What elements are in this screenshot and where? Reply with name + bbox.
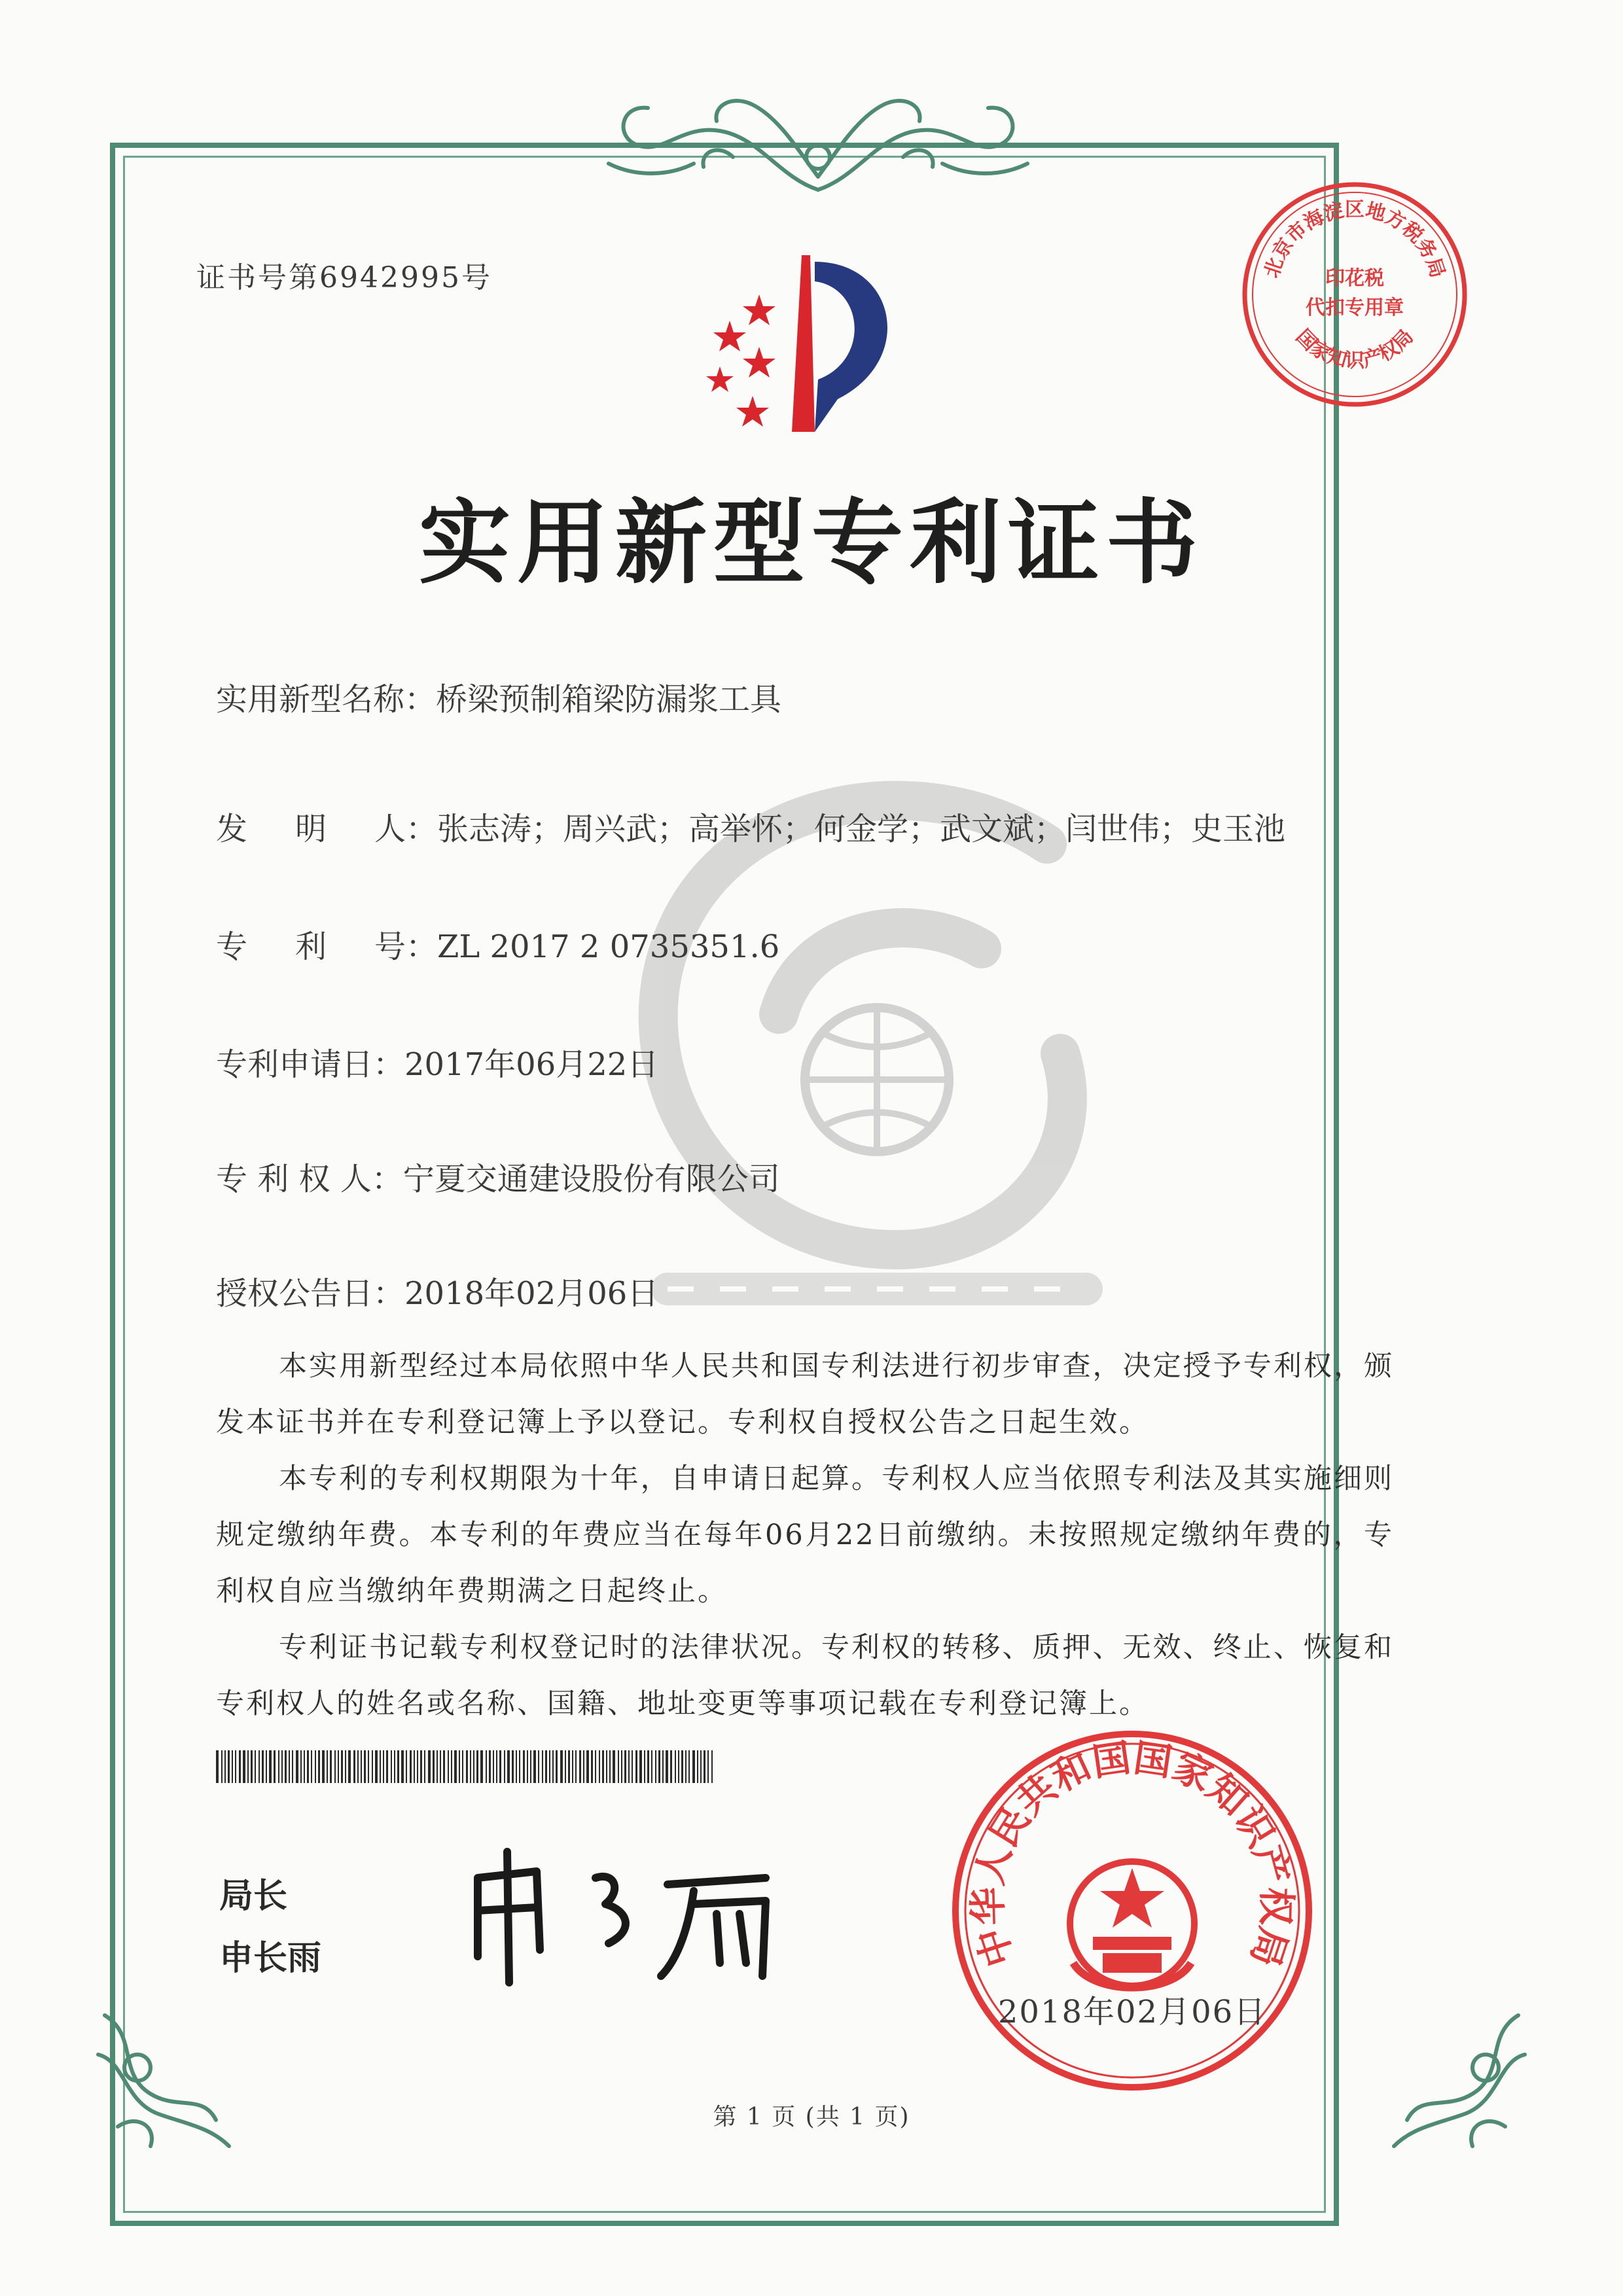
tax-stamp-outer-text: 北京市海淀区地方税务局 [1260,198,1450,281]
body-paragraph: 专利证书记载专利权登记时的法律状况。专利权的转移、质押、无效、终止、恢复和专利权人的姓名或名称、国籍、地址变更等事项记载在专利登记簿上。 [216,1631,1394,1720]
field-inventors: 发 明 人 ：张志涛；周兴武；高举怀；何金学；武文斌；闫世伟；史玉池 [216,804,1285,849]
cnipa-logo-icon [681,249,942,445]
tax-stamp-line1: 印花税 [1325,267,1384,290]
director-name: 申长雨 [219,1939,322,1978]
grant-date-value: 2018年02月06日 [404,1275,659,1312]
certificate-title: 实用新型专利证书 [418,489,1204,597]
director-title: 局长 [219,1877,288,1916]
seal-date: 2018年02月06日 [997,1994,1267,2030]
svg-text:中华人民共和国国家知识产权局 [965,1735,1298,1972]
filing-date-value: 2017年06月22日 [404,1046,659,1083]
patent-number-value: ZL 2017 2 0735351.6 [437,928,780,965]
field-label: 授权公告日： [216,1275,405,1312]
field-utility-model-name [216,674,781,719]
patentee-value: 宁夏交通建设股份有限公司 [402,1161,780,1197]
inventors-value: 张志涛；周兴武；高举怀；何金学；武文斌；闫世伟；史玉池 [437,811,1286,847]
field-patentee [216,1154,780,1199]
tax-stamp-line2: 代扣专用章 [1306,296,1404,319]
field-filing-date [216,1039,658,1084]
top-ornament-icon [563,79,1073,203]
certificate-number: 证书号第6942995号 [196,261,492,294]
official-seal-text: 中华人民共和国国家知识产权局 [965,1735,1299,1973]
field-label: 实用新型名称： [216,681,437,718]
field-label: 专利申请日： [216,1046,405,1083]
field-patent-number: 专 利 号 ：ZL 2017 2 0735351.6 [216,921,779,966]
tax-stamp-bottom-text: 国家知识产权局 [1291,325,1418,372]
svg-text:国家知识产权局 [1291,325,1418,372]
field-label: 专 利 号 [216,928,406,965]
body-paragraph: 本实用新型经过本局依照中华人民共和国专利法进行初步审查，决定授予专利权，颁发本证书并在专利登记簿上予以登记。专利权自授权公告之日起生效。 [216,1350,1394,1439]
tax-stamp [1237,177,1472,412]
utility-model-name-value: 桥梁预制箱梁防漏浆工具 [436,681,782,718]
body-paragraph: 本专利的专利权期限为十年，自申请日起算。专利权人应当依照专利法及其实施细则规定缴纳年费。本专利的年费应当在每年06月22日前缴纳。未按照规定缴纳年费的，专利权自应当缴纳年费期满之日起终止。 [216,1462,1394,1608]
field-grant-date [216,1268,658,1313]
page-number: 第 1 页 (共 1 页) [713,2104,910,2130]
barcode-icon [216,1750,713,1783]
corner-ornament-icon [1374,1996,1544,2166]
field-label: 发 明 人 [216,811,406,847]
corner-ornament-icon [79,1996,249,2166]
director-signature [458,1832,825,1989]
field-label: 专 利 权 人： [216,1161,403,1197]
official-seal [949,1727,1315,2094]
company-watermark-icon [589,752,1165,1407]
